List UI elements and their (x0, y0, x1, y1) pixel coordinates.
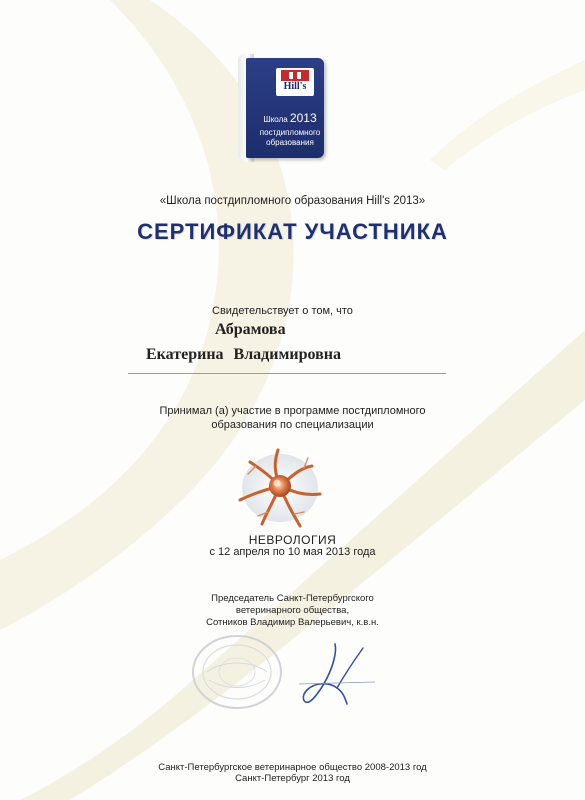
footer-line-1: Санкт-Петербургское ветеринарное общество 2008-2013 год (158, 762, 427, 773)
participation-text (0, 404, 585, 432)
logo-education-line: образования (266, 138, 314, 147)
name-underline (128, 373, 446, 374)
signatory-line-2: ветеринарного общества, (235, 605, 350, 616)
hills-brand-text: Hill's (283, 81, 307, 92)
neuron-icon (234, 446, 326, 530)
certifies-text: Свидетельствует о том, что (212, 305, 353, 317)
participation-line-2: образования по специализации (211, 419, 374, 431)
specialty-name: НЕВРОЛОГИЯ (248, 533, 337, 547)
signatory-line-3: Сотников Владимир Валерьевич, к.в.н. (206, 617, 379, 628)
program-dates: с 12 апреля по 10 мая 2013 года (209, 546, 376, 558)
signatory-block (0, 593, 585, 629)
footer (0, 762, 585, 784)
hills-school-logo (236, 52, 332, 162)
certificate-title: СЕРТИФИКАТ УЧАСТНИКА (137, 219, 448, 244)
recipient-given-names: Екатерина Владимировна (146, 346, 341, 363)
logo-school-word: Школа (263, 115, 288, 124)
logo-school-line (256, 111, 324, 125)
hills-brand-mark (276, 68, 314, 96)
school-subtitle: «Школа постдипломного образования Hill's 2013» (159, 195, 426, 207)
signatory-line-1: Председатель Санкт-Петербургского (211, 593, 374, 604)
logo-postgrad-line: постдипломного (259, 128, 321, 137)
handwritten-signature (297, 638, 377, 710)
participation-line-1: Принимал (а) участие в программе постдипломного (159, 405, 426, 417)
footer-line-2: Санкт-Петербург 2013 год (235, 773, 350, 784)
faded-seal-stamp (187, 632, 287, 712)
recipient-surname: Абрамова (215, 321, 286, 338)
logo-year: 2013 (289, 111, 317, 125)
hills-flag-icon (281, 70, 309, 81)
